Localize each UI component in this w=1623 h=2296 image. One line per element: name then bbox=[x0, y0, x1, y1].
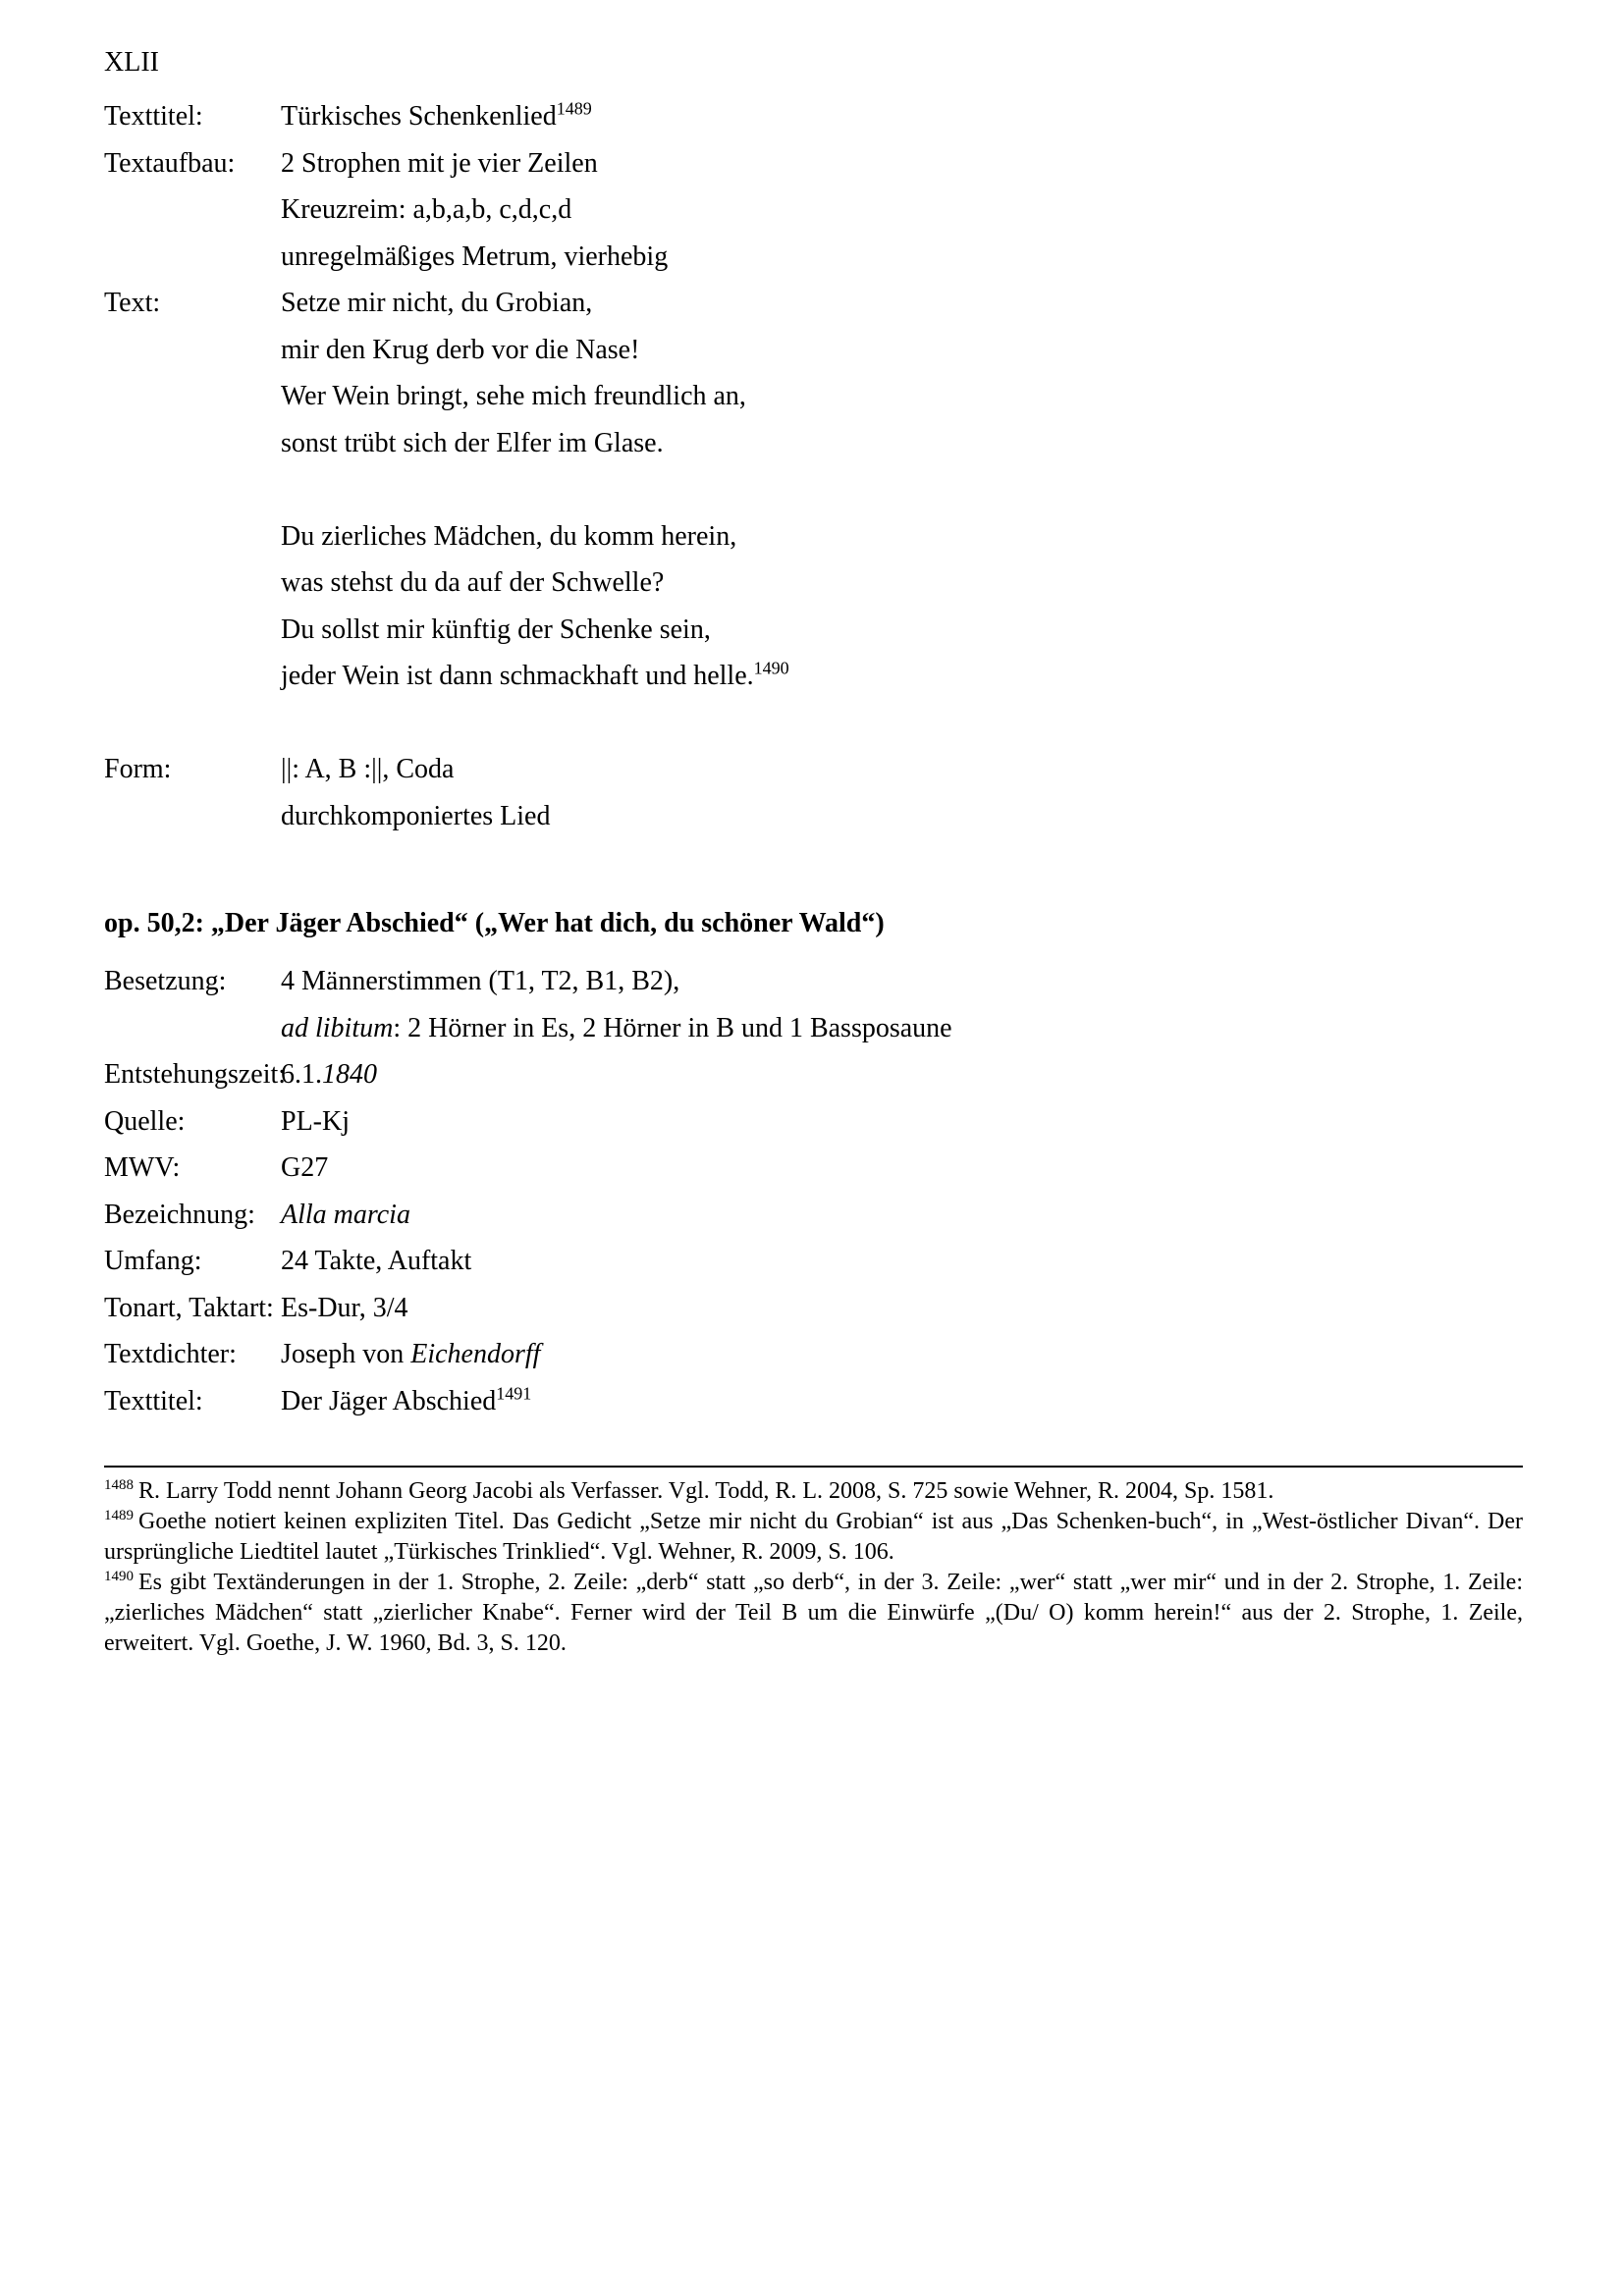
footnote-ref: 1491 bbox=[496, 1383, 532, 1404]
field-value bbox=[281, 1378, 1523, 1425]
footnote-ref: 1490 bbox=[753, 658, 789, 678]
value-text: Es-Dur, 3/4 bbox=[281, 1292, 408, 1323]
field-label: Textaufbau: bbox=[104, 147, 236, 179]
footnote-1489 bbox=[104, 1507, 1523, 1568]
value-text: 4 Männerstimmen (T1, T2, B1, B2), bbox=[281, 966, 680, 996]
field-row bbox=[104, 958, 1523, 1005]
field-value bbox=[281, 1145, 1523, 1192]
field-value bbox=[281, 1192, 1523, 1239]
field-label: Texttitel: bbox=[104, 1385, 203, 1416]
field-value bbox=[281, 93, 1523, 140]
field-value bbox=[281, 1331, 1523, 1378]
field-row bbox=[104, 1238, 1523, 1285]
value-text: sonst trübt sich der Elfer im Glase. bbox=[281, 427, 664, 458]
value-text: was stehst du da auf der Schwelle? bbox=[281, 567, 665, 598]
field-value bbox=[281, 187, 1523, 234]
value-text: Setze mir nicht, du Grobian, bbox=[281, 288, 593, 318]
field-row bbox=[104, 1331, 1523, 1378]
field-row bbox=[104, 373, 1523, 420]
blank-row bbox=[104, 700, 1523, 747]
field-row bbox=[104, 327, 1523, 374]
field-value bbox=[281, 793, 1523, 840]
field-label: MWV: bbox=[104, 1152, 181, 1183]
footnotes-section bbox=[104, 1466, 1523, 1659]
field-row bbox=[104, 793, 1523, 840]
footnote-1490 bbox=[104, 1568, 1523, 1659]
field-label: Umfang: bbox=[104, 1246, 202, 1276]
value-text: ||: A, B :||, Coda bbox=[281, 754, 455, 784]
value-text: 24 Takte, Auftakt bbox=[281, 1246, 472, 1276]
field-value bbox=[281, 373, 1523, 420]
footnote-text: Es gibt Textänderungen in der 1. Strophe, 2. Zeile: „derb“ statt „so derb“, in der 3. Zeile: „wer“ statt „wer mir“ und in der 2. Strophe, 1. Zeile: „zierliches Mädchen“ statt „zierlicher Knabe“. Ferner wird der Teil B um die Einwürfe „(Du/ O) komm herein!“ aus der 2. Strophe, 1. Zeile, erweitert. Vgl. Goethe, J. W. 1960, Bd. 3, S. 120. bbox=[104, 1570, 1523, 1656]
value-text: Wer Wein bringt, sehe mich freundlich an, bbox=[281, 381, 746, 411]
field-value bbox=[281, 140, 1523, 187]
field-row bbox=[104, 1378, 1523, 1425]
value-text: durchkomponiertes Lied bbox=[281, 800, 551, 831]
field-label: Texttitel: bbox=[104, 101, 203, 132]
field-row bbox=[104, 420, 1523, 467]
value-text: mir den Krug derb vor die Nase! bbox=[281, 334, 640, 365]
footnote-number: 1490 bbox=[104, 1569, 134, 1584]
field-row bbox=[104, 746, 1523, 793]
value-text: PL-Kj bbox=[281, 1105, 350, 1137]
field-row bbox=[104, 1145, 1523, 1192]
value-text: Du zierliches Mädchen, du komm herein, bbox=[281, 520, 737, 552]
value-text: : 2 Hörner in Es, 2 Hörner in B und 1 Bassposaune bbox=[393, 1012, 952, 1043]
footnote-text: R. Larry Todd nennt Johann Georg Jacobi als Verfasser. Vgl. Todd, R. L. 2008, S. 725 sowie Wehner, R. 2004, Sp. 1581. bbox=[138, 1478, 1274, 1504]
field-row bbox=[104, 1051, 1523, 1098]
field-value bbox=[281, 1051, 1523, 1098]
field-value bbox=[281, 958, 1523, 1005]
field-label: Bezeichnung: bbox=[104, 1199, 255, 1230]
value-text: Türkisches Schenkenlied bbox=[281, 101, 557, 132]
value-text: Joseph von bbox=[281, 1339, 411, 1369]
field-value bbox=[281, 1285, 1523, 1332]
field-label: Entstehungszeit: bbox=[104, 1059, 287, 1090]
field-value bbox=[281, 420, 1523, 467]
field-row bbox=[104, 653, 1523, 700]
value-italic: 1840 bbox=[322, 1059, 377, 1090]
value-text: Kreuzreim: a,b,a,b, c,d,c,d bbox=[281, 194, 572, 225]
field-value bbox=[281, 513, 1523, 561]
field-label: Besetzung: bbox=[104, 966, 227, 996]
field-label: Quelle: bbox=[104, 1105, 186, 1137]
footnote-number: 1488 bbox=[104, 1477, 134, 1493]
field-value bbox=[281, 746, 1523, 793]
field-value bbox=[281, 653, 1523, 700]
field-label: Form: bbox=[104, 754, 172, 784]
field-row bbox=[104, 93, 1523, 140]
field-value bbox=[281, 1005, 1523, 1052]
footnote-text: Goethe notiert keinen expliziten Titel. Das Gedicht „Setze mir nicht du Grobian“ ist aus „Das Schenken-buch“, in „West-östlicher Divan“. Der ursprüngliche Liedtitel lautet „Türkisches Trinklied“. Vgl. Wehner, R. 2009, S. 106. bbox=[104, 1509, 1523, 1565]
value-text: jeder Wein ist dann schmackhaft und helle. bbox=[281, 661, 754, 691]
footnote-number: 1489 bbox=[104, 1508, 134, 1523]
section-heading-op50-2: op. 50,2: „Der Jäger Abschied“ („Wer hat dich, du schöner Wald“) bbox=[104, 908, 885, 938]
field-row bbox=[104, 187, 1523, 234]
field-row bbox=[104, 513, 1523, 561]
value-italic: Eichendorff bbox=[410, 1339, 541, 1369]
field-row bbox=[104, 1005, 1523, 1052]
field-row bbox=[104, 234, 1523, 281]
entry-jaeger-abschied bbox=[104, 958, 1523, 1424]
value-text: G27 bbox=[281, 1152, 329, 1183]
footnote-ref: 1489 bbox=[556, 98, 592, 119]
value-text: 6.1. bbox=[281, 1059, 322, 1090]
blank-row bbox=[104, 466, 1523, 513]
field-label: Textdichter: bbox=[104, 1339, 237, 1369]
field-value bbox=[281, 607, 1523, 654]
value-text: unregelmäßiges Metrum, vierhebig bbox=[281, 240, 669, 272]
entry-tuerkisches-schenkenlied bbox=[104, 93, 1523, 839]
field-row bbox=[104, 1192, 1523, 1239]
field-row bbox=[104, 140, 1523, 187]
field-row bbox=[104, 607, 1523, 654]
field-row bbox=[104, 280, 1523, 327]
field-value bbox=[281, 327, 1523, 374]
value-text: 2 Strophen mit je vier Zeilen bbox=[281, 147, 598, 179]
field-value bbox=[281, 1098, 1523, 1146]
value-text: Du sollst mir künftig der Schenke sein, bbox=[281, 614, 711, 645]
value-text: Der Jäger Abschied bbox=[281, 1385, 497, 1416]
field-value bbox=[281, 234, 1523, 281]
field-value bbox=[281, 1238, 1523, 1285]
page-number: XLII bbox=[104, 47, 159, 78]
field-row bbox=[104, 560, 1523, 607]
field-row bbox=[104, 1285, 1523, 1332]
value-italic: ad libitum bbox=[281, 1012, 394, 1043]
value-italic: Alla marcia bbox=[281, 1199, 410, 1230]
field-label: Text: bbox=[104, 288, 161, 318]
field-value bbox=[281, 280, 1523, 327]
field-value bbox=[281, 560, 1523, 607]
field-label: Tonart, Taktart: bbox=[104, 1292, 274, 1323]
footnote-1488 bbox=[104, 1476, 1523, 1507]
field-row bbox=[104, 1098, 1523, 1146]
